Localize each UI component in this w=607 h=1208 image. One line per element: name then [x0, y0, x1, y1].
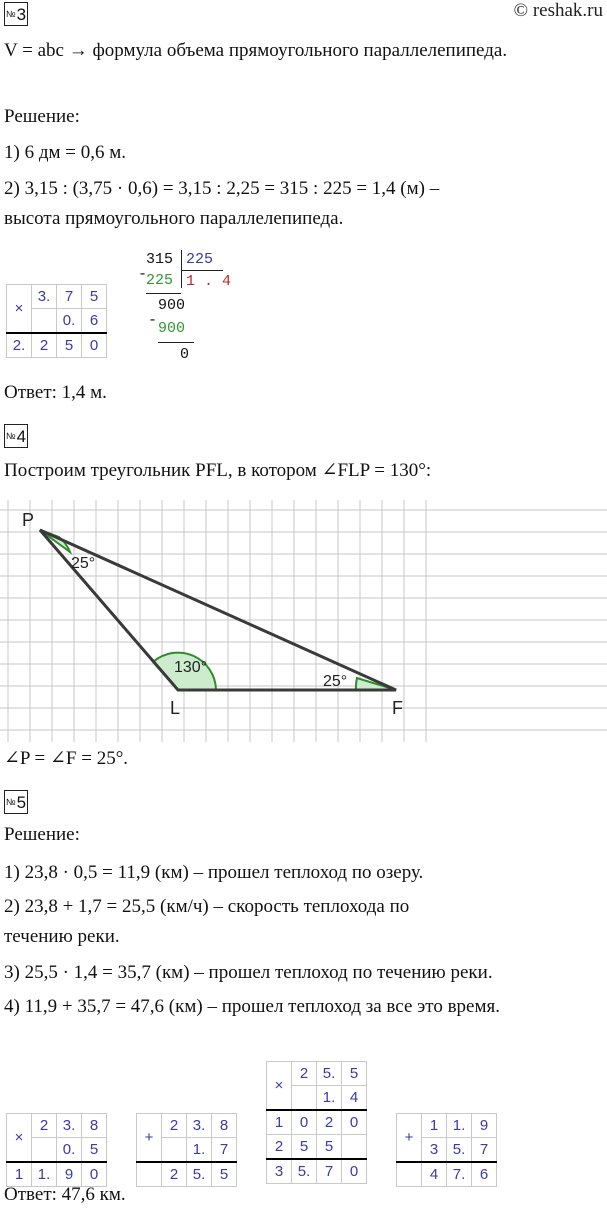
task3-step1: 1) 6 дм = 0,6 м. [4, 142, 127, 163]
cell: 0 [82, 1162, 107, 1187]
sign: + [137, 1114, 162, 1163]
cell: 5 [212, 1162, 237, 1187]
task3-multiplication [6, 284, 107, 358]
cell: 2. [7, 333, 32, 358]
subtrahend-1: 225 [146, 272, 174, 289]
sign: + [397, 1114, 422, 1163]
task3-step2b: высота прямоугольного параллелепипеда. [4, 208, 344, 229]
cell: 5 [342, 1062, 367, 1086]
cell: 3. [187, 1114, 212, 1138]
task5-calc-4 [396, 1113, 497, 1187]
cell: 6 [472, 1162, 497, 1187]
task3-answer: Ответ: 1,4 м. [4, 382, 107, 403]
cell: 1. [317, 1086, 342, 1111]
task5-step2b: течению реки. [4, 926, 120, 947]
task5-calc-3 [266, 1061, 367, 1184]
mult-sign: × [7, 285, 32, 334]
cell: 7 [317, 1159, 342, 1184]
task5-solution-label: Решение: [4, 824, 80, 845]
cell [292, 1086, 317, 1111]
cell: 5 [82, 285, 107, 309]
cell: 4 [342, 1086, 367, 1111]
cell: 3. [32, 285, 57, 309]
task3-step2a: 2) 3,15 : (3,75 · 0,6) = 3,15 : 2,25 = 315 : 225 = 1,4 (м) – [4, 178, 440, 199]
angle-f-label: 25° [323, 673, 348, 690]
cell: 9 [57, 1162, 82, 1187]
label-f: F [392, 698, 403, 718]
cell: 1. [447, 1114, 472, 1138]
cell: 5 [82, 1138, 107, 1163]
cell: 3. [57, 1114, 82, 1138]
task-5-badge: № 5 [4, 790, 28, 814]
cell [32, 309, 57, 334]
cell: 8 [212, 1114, 237, 1138]
cell: 1 [7, 1162, 32, 1187]
cell [32, 1138, 57, 1163]
cell: 9 [472, 1114, 497, 1138]
remainder-1: 900 [158, 297, 186, 314]
cell: 2 [267, 1135, 292, 1160]
cell: 1. [32, 1162, 57, 1187]
cell: 2 [32, 1114, 57, 1138]
minus-sign: - [138, 266, 148, 283]
task5-step3: 3) 25,5 · 1,4 = 35,7 (км) – прошел теплоход по течению реки. [4, 962, 493, 983]
cell: 0 [342, 1110, 367, 1135]
cell: 7 [212, 1138, 237, 1163]
sign: × [267, 1062, 292, 1111]
task5-step1: 1) 23,8 · 0,5 = 11,9 (км) – прошел теплоход по озеру. [4, 862, 424, 883]
cell: 4 [422, 1162, 447, 1187]
task5-calc-1 [6, 1113, 107, 1187]
cell: 0 [82, 333, 107, 358]
label-p: P [22, 510, 35, 530]
label-l: L [170, 698, 181, 718]
cell [162, 1138, 187, 1163]
task5-calc-2 [136, 1113, 237, 1187]
triangle-drawing [0, 500, 607, 742]
cell: 5. [292, 1159, 317, 1184]
subtrahend-2: 900 [158, 320, 186, 337]
cell: 7. [447, 1162, 472, 1187]
remainder-2: 0 [180, 346, 190, 363]
cell: 0. [57, 309, 82, 334]
task5-step2a: 2) 23,8 + 1,7 = 25,5 (км/ч) – скорость теплохода по [4, 896, 410, 917]
cell: 5 [317, 1135, 342, 1160]
cell [342, 1135, 367, 1160]
minus-sign: - [148, 312, 158, 329]
cell: 8 [82, 1114, 107, 1138]
task3-formula: V = abc → формула объема прямоугольного параллелепипеда. [4, 40, 508, 61]
cell: 2 [32, 333, 57, 358]
cell: 3 [422, 1138, 447, 1163]
cell: 5 [57, 333, 82, 358]
cell: 5. [187, 1162, 212, 1187]
cell: 0 [292, 1110, 317, 1135]
cell: 3 [267, 1159, 292, 1184]
cell: 5. [317, 1062, 342, 1086]
quotient: 1 . 4 [186, 273, 232, 290]
task4-result: ∠P = ∠F = 25°. [4, 748, 129, 769]
cell: 6 [82, 309, 107, 334]
watermark-text: © reshak.ru [513, 0, 603, 21]
task5-answer: Ответ: 47,6 км. [4, 1184, 126, 1205]
sign: × [7, 1114, 32, 1163]
cell: 2 [317, 1110, 342, 1135]
cell: 1 [422, 1114, 447, 1138]
cell: 1. [187, 1138, 212, 1163]
divisor: 225 [186, 251, 214, 268]
dividend: 315 [146, 251, 174, 268]
task-4-badge: № 4 [4, 424, 28, 448]
cell: 5 [292, 1135, 317, 1160]
cell: 2 [292, 1062, 317, 1086]
task3-solution-label: Решение: [4, 106, 80, 127]
cell [137, 1162, 162, 1187]
angle-p-label: 25° [71, 555, 96, 572]
cell: 2 [162, 1114, 187, 1138]
task-3-badge: № 3 [4, 2, 28, 26]
cell: 7 [57, 285, 82, 309]
angle-l-label: 130° [174, 659, 208, 676]
cell: 5. [447, 1138, 472, 1163]
cell: 0 [342, 1159, 367, 1184]
cell: 2 [162, 1162, 187, 1187]
task5-step4: 4) 11,9 + 35,7 = 47,6 (км) – прошел теплоход за все это время. [4, 996, 501, 1017]
cell: 0. [57, 1138, 82, 1163]
cell: 7 [472, 1138, 497, 1163]
cell [397, 1162, 422, 1187]
task4-intro: Построим треугольник PFL, в котором ∠FLP = 130°: [4, 460, 432, 481]
cell: 1 [267, 1110, 292, 1135]
